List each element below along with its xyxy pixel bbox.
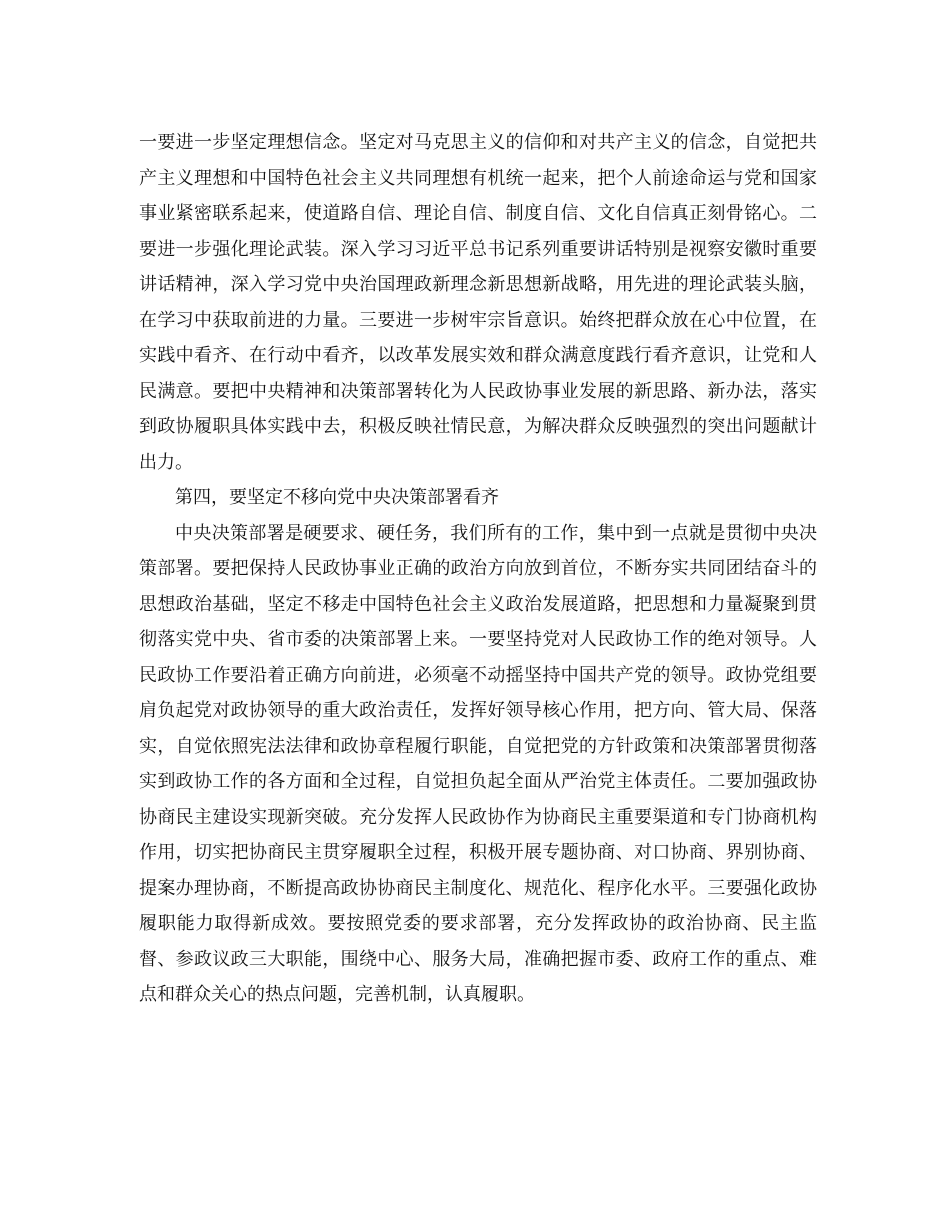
body-paragraph-2: 中央决策部署是硬要求、硬任务，我们所有的工作，集中到一点就是贯彻中央决策部署。要把保持人民政协事业正确的政治方向放到首位，不断夯实共同团结奋斗的思想政治基础，坚定不移走中国特色社会主义政治发展道路，把思想和力量凝聚到贯彻落实党中央、省市委的决策部署上来。一要坚持党对人民政协工作的绝对领导。人民政协工作要沿着正确方向前进，必须毫不动摇坚持中国共产党的领导。政协党组要肩负起党对政协领导的重大政治责任，发挥好领导核心作用，把方向、管大局、保落实，自觉依照宪法法律和政协章程履行职能，自觉把党的方针政策和决策部署贯彻落实到政协工作的各方面和全过程，自觉担负起全面从严治党主体责任。二要加强政协协商民主建设实现新突破。充分发挥人民政协作为协商民主重要渠道和专门协商机构作用，切实把协商民主贯穿履职全过程，积极开展专题协商、对口协商、界别协商、提案办理协商，不断提高政协协商民主制度化、规范化、程序化水平。三要强化政协履职能力取得新成效。要按照党委的要求部署，充分发挥政协的政治协商、民主监督、参政议政三大职能，围绕中心、服务大局，准确把握市委、政府工作的重点、难点和群众关心的热点问题，完善机制，认真履职。 (139, 522, 817, 1005)
section-heading-fourth: 第四，要坚定不移向党中央决策部署看齐 (175, 487, 499, 508)
body-paragraph-1: 一要进一步坚定理想信念。坚定对马克思主义的信仰和对共产主义的信念，自觉把共产主义理想和中国特色社会主义共同理想有机统一起来，把个人前途命运与党和国家事业紧密联系起来，使道路自信、理论自信、制度自信、文化自信真正刻骨铭心。二要进一步强化理论武装。深入学习习近平总书记系列重要讲话特别是视察安徽时重要讲话精神，深入学习党中央治国理政新理念新思想新战略，用先进的理论武装头脑，在学习中获取前进的力量。三要进一步树牢宗旨意识。始终把群众放在心中位置，在实践中看齐、在行动中看齐，以改革发展实效和群众满意度践行看齐意识，让党和人民满意。要把中央精神和决策部署转化为人民政协事业发展的新思路、新办法，落实到政协履职具体实践中去，积极反映社情民意，为解决群众反映强烈的突出问题献计出力。 (139, 132, 817, 473)
document-page (139, 125, 817, 1013)
